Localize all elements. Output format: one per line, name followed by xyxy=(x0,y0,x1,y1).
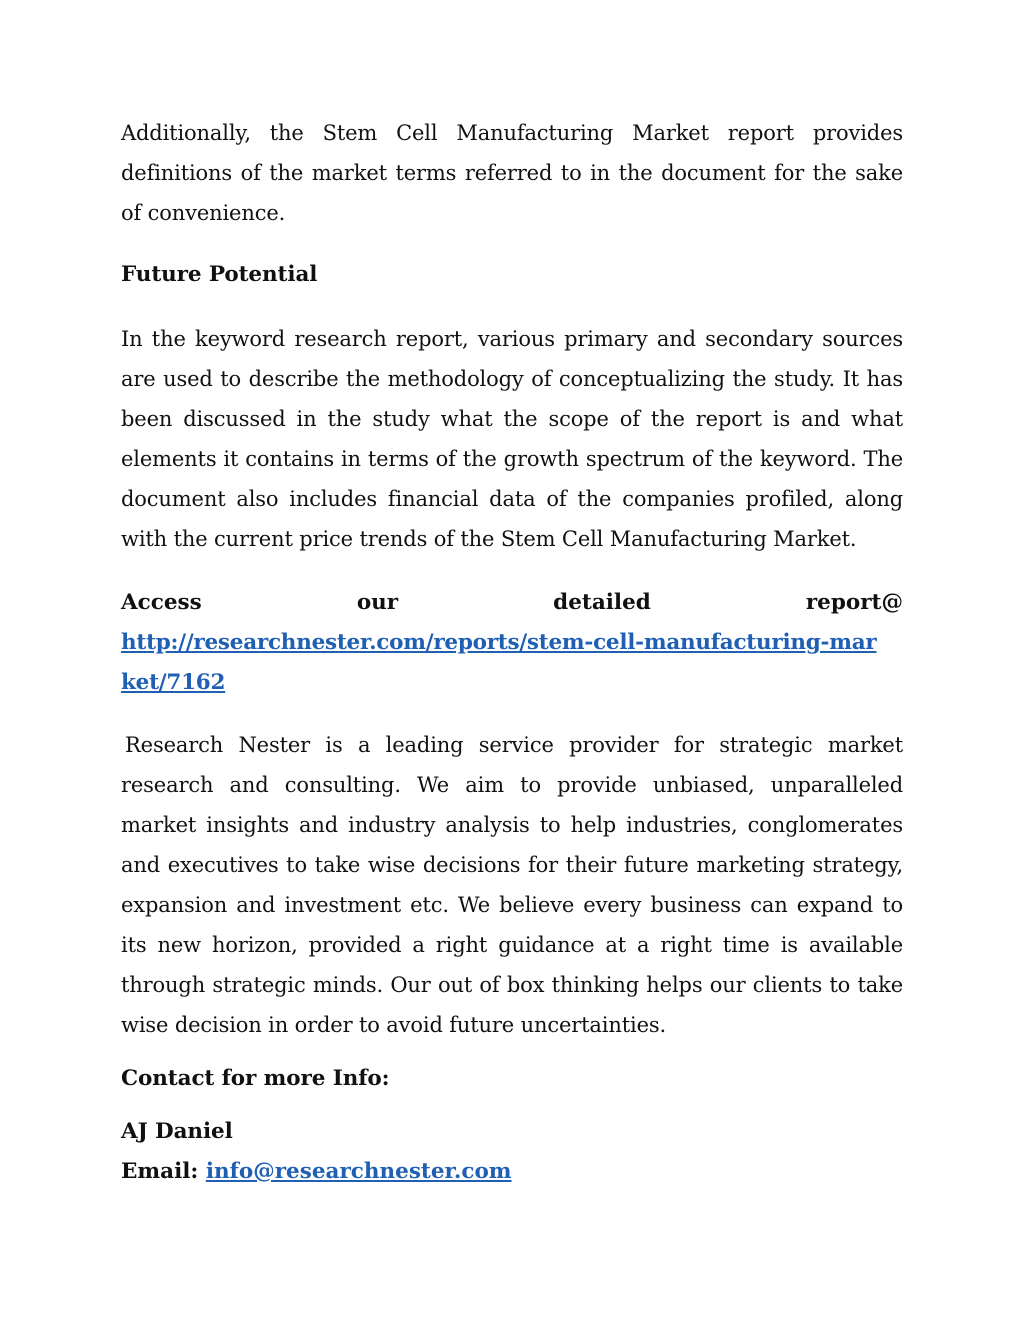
future-potential-body: In the keyword research report, various primary and secondary sources are used to describe the methodology of conceptualizing the study. It has been discussed in the study what the scope of the report is and what elements it contains in terms of the growth spectrum of the keyword. The document also includes financial data of the companies profiled, along with the current price trends of the Stem Cell Manufacturing Market. xyxy=(121,327,903,551)
email-label: Email: xyxy=(121,1159,199,1184)
access-word-3: detailed xyxy=(553,590,651,615)
access-report-line xyxy=(121,583,903,623)
access-word-4: report@ xyxy=(805,590,903,615)
email-row xyxy=(121,1152,903,1192)
about-paragraph: Research Nester is a leading service provider for strategic market research and consulting. We aim to provide unbiased, unparalleled market insights and industry analysis to help industries, conglomerates and executives to take wise decisions for their future marketing strategy, expansion and investment etc. We believe every business can expand to its new horizon, provided a right guidance at a right time is available through strategic minds. Our out of box thinking helps our clients to take wise decision in order to avoid future uncertainties. xyxy=(121,733,903,1037)
contact-name: AJ Daniel xyxy=(121,1119,233,1144)
access-word-2: our xyxy=(356,590,399,615)
report-link[interactable]: http://researchnester.com/reports/stem-cell-manufacturing-market/7162 xyxy=(121,630,877,695)
future-potential-heading: Future Potential xyxy=(121,262,318,287)
contact-heading: Contact for more Info: xyxy=(121,1066,390,1091)
intro-paragraph: Additionally, the Stem Cell Manufacturing Market report provides definitions of the market terms referred to in the document for the sake of convenience. xyxy=(121,121,903,225)
document-page xyxy=(121,113,903,1192)
access-word-1: Access xyxy=(121,590,202,615)
email-link[interactable]: info@researchnester.com xyxy=(205,1159,512,1184)
